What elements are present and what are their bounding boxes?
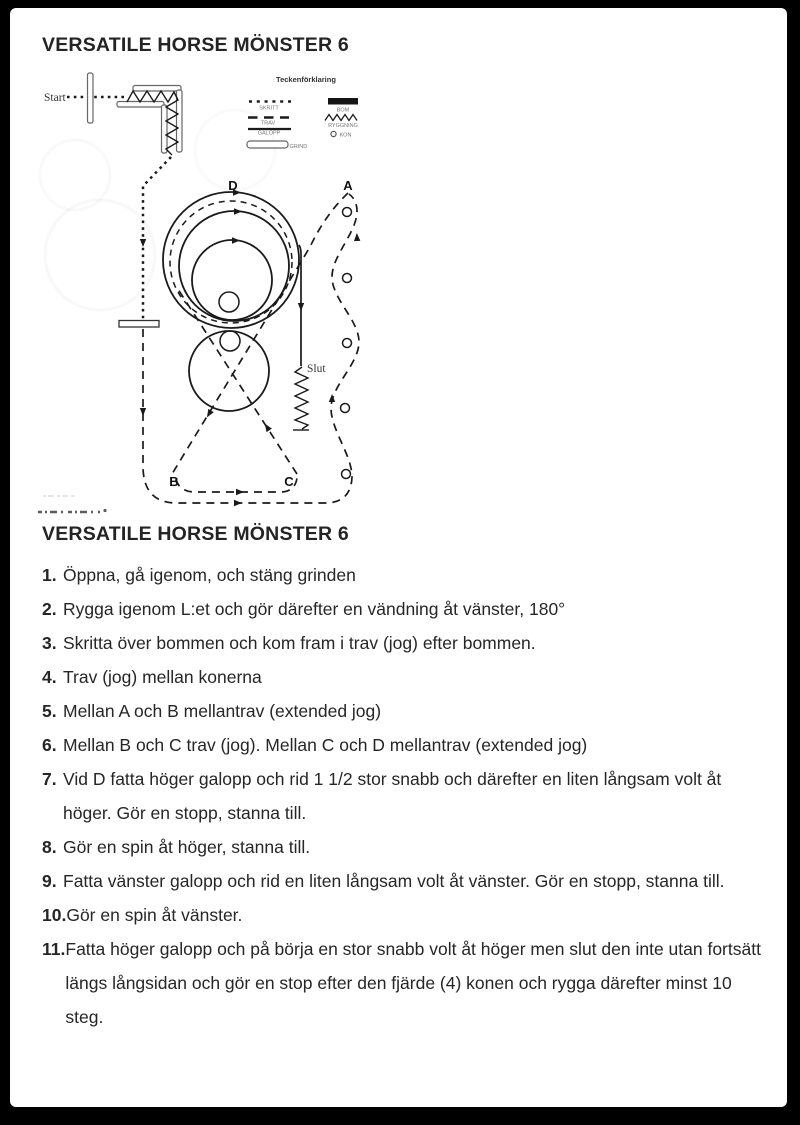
legend-galopp-label: GALOPP	[257, 130, 281, 137]
legend-title: Teckenförklaring	[276, 75, 336, 84]
step-text: Skritta över bommen och kom fram i trav (jog) efter bommen.	[63, 633, 536, 653]
instruction-item	[42, 762, 764, 830]
ryggning-zigzag-start	[127, 91, 178, 155]
legend-grind-swatch	[247, 141, 288, 148]
instruction-item	[42, 898, 764, 932]
marker-d: D	[228, 178, 238, 193]
pattern-title-bottom: VERSATILE HORSE MÖNSTER 6	[42, 523, 349, 545]
step-text: Mellan B och C trav (jog). Mellan C och D mellantrav (extended jog)	[63, 735, 588, 755]
legend-ryggning-label: RYGGNING	[328, 123, 358, 129]
step-number: 8.	[42, 837, 57, 857]
instruction-item	[42, 864, 764, 898]
step-number: 10.	[42, 905, 67, 925]
legend-bom-label: BOM	[336, 107, 350, 114]
legend	[247, 75, 358, 150]
step-number: 3.	[42, 633, 57, 653]
step-text: Öppna, gå igenom, och stäng grinden	[63, 565, 356, 585]
mellantrav-diagonals	[172, 193, 348, 474]
step-text: Gör en spin åt höger, stanna till.	[63, 837, 311, 857]
instruction-item	[42, 728, 764, 762]
scan-bleed-artifacts	[40, 110, 275, 310]
legend-grind-label: GRIND	[289, 144, 308, 150]
step-text: Fatta höger galopp och på börja en stor snabb volt åt höger men slut den inte utan fortsätt längs långsidan och gör en stop efter den fjärde (4) konen och rygga därefter minst 10 steg.	[65, 939, 761, 1027]
step-number: 1.	[42, 565, 57, 585]
trav-b-to-c-path	[176, 478, 297, 495]
gate-symbol	[88, 73, 94, 123]
legend-bom-swatch	[328, 98, 358, 105]
marker-b: B	[169, 474, 179, 489]
pattern-title-top: VERSATILE HORSE MÖNSTER 6	[42, 34, 349, 56]
trav-outer-path	[140, 194, 361, 506]
step-text: Fatta vänster galopp och rid en liten långsam volt åt vänster. Gör en stopp, stanna till.	[63, 871, 725, 891]
instruction-item	[42, 626, 764, 660]
instruction-item	[42, 660, 764, 694]
step-number: 4.	[42, 667, 57, 687]
step-text: Mellan A och B mellantrav (extended jog)	[63, 701, 382, 721]
instruction-item	[42, 830, 764, 864]
step-number: 11.	[42, 939, 66, 959]
instruction-list	[42, 558, 764, 1034]
legend-kon-label: KON	[339, 132, 352, 139]
step-number: 6.	[42, 735, 57, 755]
step-number: 2.	[42, 599, 57, 619]
instruction-item	[42, 932, 764, 1034]
legend-ryggning-swatch	[325, 115, 357, 121]
step-number: 7.	[42, 769, 57, 789]
scan-text-artifacts	[38, 496, 107, 512]
legend-kon-swatch	[331, 131, 336, 136]
marker-a: A	[343, 178, 353, 193]
step-text: Vid D fatta höger galopp och rid 1 1/2 stor snabb och därefter en liten långsam volt åt höger. Gör en stopp, stanna till.	[63, 769, 722, 823]
instruction-item	[42, 592, 764, 626]
step-text: Gör en spin åt vänster.	[66, 905, 243, 925]
step-number: 9.	[42, 871, 57, 891]
step-number: 5.	[42, 701, 57, 721]
instruction-item	[42, 558, 764, 592]
instruction-item	[42, 694, 764, 728]
slut-path	[293, 245, 309, 430]
marker-c: C	[284, 474, 294, 489]
step-text: Trav (jog) mellan konerna	[63, 667, 262, 687]
legend-trav-label: TRAV	[260, 120, 276, 127]
start-label: Start	[44, 92, 66, 104]
bom-symbol	[119, 321, 159, 328]
slut-label: Slut	[307, 363, 326, 375]
step-text: Rygga igenom L:et och gör därefter en vändning åt vänster, 180°	[63, 599, 566, 619]
legend-skritt-label: SKRITT	[259, 105, 279, 112]
